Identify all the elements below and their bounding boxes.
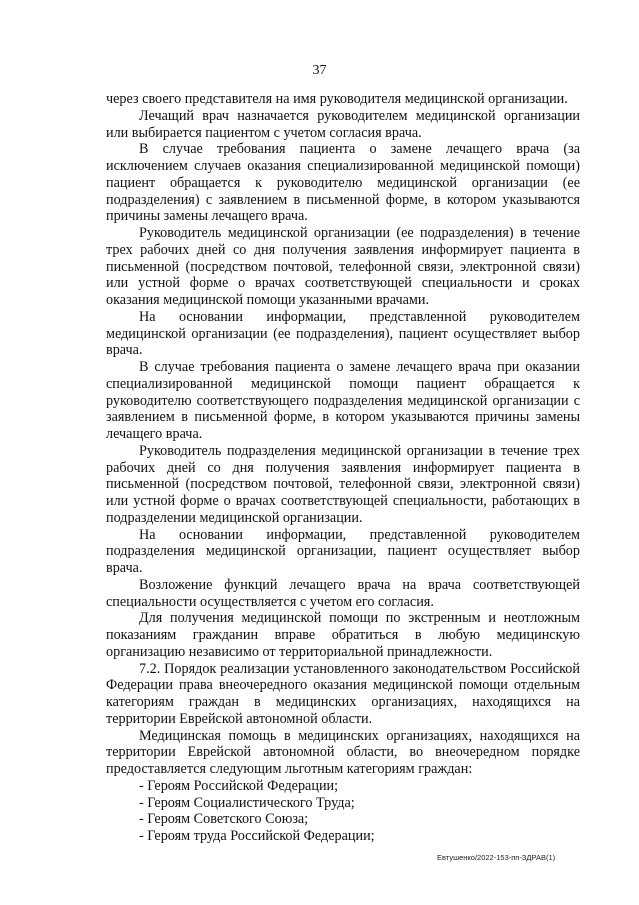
list-item: - Героям Социалистического Труда;: [139, 794, 355, 811]
list-item: - Героям Советского Союза;: [139, 811, 309, 828]
page-number: 37: [312, 63, 327, 78]
paragraph: Лечащий врач назначается руководителем медицинской организации или выбирается пациентом с учетом согласия врача.: [106, 107, 580, 141]
document-footer-id: Евтушенко/2022-153-пп-ЗДРАВ(1): [437, 853, 556, 862]
paragraph: На основании информации, представленной руководителем подразделения медицинской организации, пациент осуществляет выбор врача.: [106, 526, 580, 576]
list-item: - Героям Российской Федерации;: [139, 777, 339, 794]
paragraph: На основании информации, представленной руководителем медицинской организации (ее подразделения), пациент осуществляет выбор врача.: [106, 308, 580, 359]
paragraph: Для получения медицинской помощи по экстренным и неотложным показаниям гражданин вправе обратиться в любую медицинскую организацию независимо от территориальной принадлежности.: [106, 610, 580, 660]
paragraph: 7.2. Порядок реализации установленного законодательством Российской Федерации права внеочередного оказания медицинской помощи отдельным категориям граждан в медицинских организациях, находящихся на территории Еврейской автономной области.: [106, 660, 580, 727]
paragraph: Руководитель медицинской организации (ее подразделения) в течение трех рабочих дней со дня получения заявления информирует пациента в письменной (посредством почтовой, телефонной связи, электронной связи) или устной форме о врачах соответствующей специальности и сроках оказания медицинской помощи указанными врачами.: [106, 225, 580, 308]
paragraph: через своего представителя на имя руководителя медицинской организации.: [106, 91, 568, 107]
paragraph: Возложение функций лечащего врача на врача соответствующей специальности осуществляется с учетом его согласия.: [106, 576, 580, 610]
list-item: - Героям труда Российской Федерации;: [139, 828, 375, 844]
paragraph: В случае требования пациента о замене лечащего врача (за исключением случаев оказания специализированной медицинской помощи) пациент обращается к руководителю медицинской организации (ее подразделения) с заявлением в письменной форме, в котором указываются причины замены лечащего врача.: [106, 141, 580, 225]
paragraph: В случае требования пациента о замене лечащего врача при оказании специализированной медицинской помощи пациент обращается к руководителю соответствующего подразделения медицинской организации с заявлением в письменной форме, в котором указываются причины замены лечащего врача.: [106, 359, 580, 442]
paragraph: Руководитель подразделения медицинской организации в течение трех рабочих дней со дня получения заявления информирует пациента в письменной (посредством почтовой, телефонной связи, электронной связи) или устной форме о врачах соответствующей специальности, работающих в подразделении медицинской организации.: [106, 442, 580, 526]
document-body: [106, 91, 580, 845]
paragraph: Медицинская помощь в медицинских организациях, находящихся на территории Еврейской автономной области, во внеочередном порядке предоставляется следующим льготным категориям граждан:: [106, 727, 580, 777]
